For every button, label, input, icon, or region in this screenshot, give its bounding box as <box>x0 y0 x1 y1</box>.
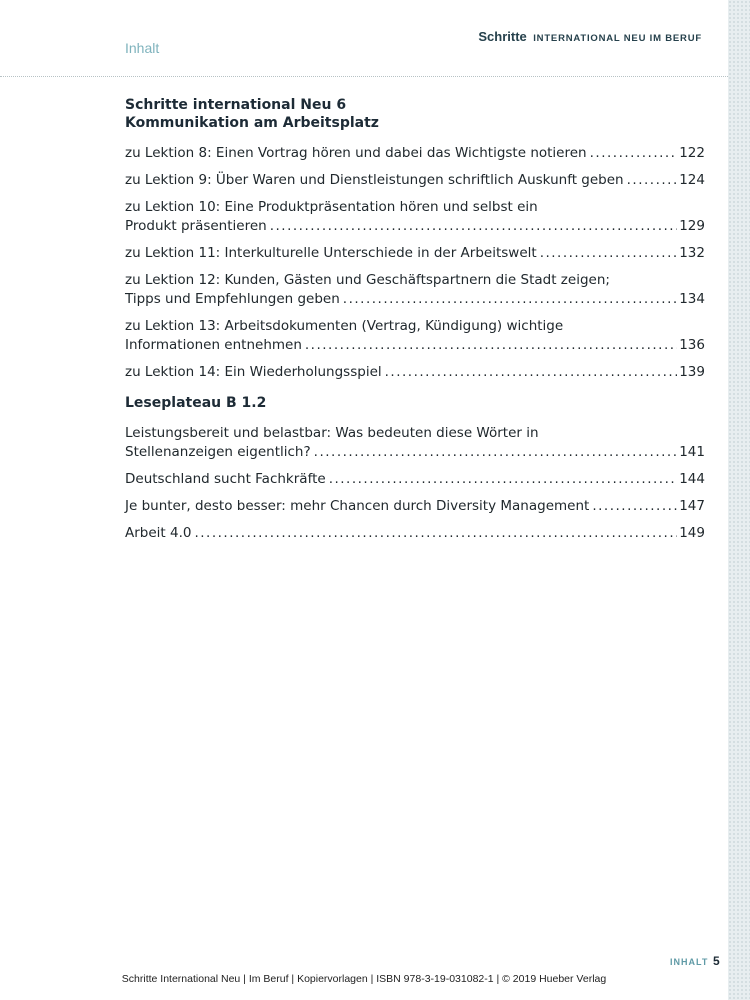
dot-leader <box>314 443 678 462</box>
toc-entry-text: zu Lektion 9: Über Waren und Dienstleistungen schriftlich Auskunft geben <box>125 172 624 188</box>
toc-entry[interactable] <box>125 198 705 236</box>
toc-entry-text: zu Lektion 12: Kunden, Gästen und Geschäftspartnern die Stadt zeigen; <box>125 272 610 288</box>
toc-entry[interactable] <box>125 144 705 163</box>
toc-list <box>125 144 705 382</box>
toc-entry-line <box>125 443 705 462</box>
footer-section-label: INHALT <box>670 957 709 967</box>
toc-entry[interactable] <box>125 524 705 543</box>
toc-entry-text: zu Lektion 13: Arbeitsdokumenten (Vertrag, Kündigung) wichtige <box>125 318 564 334</box>
dot-leader <box>540 244 678 263</box>
table-of-contents <box>125 96 705 551</box>
toc-entry[interactable] <box>125 244 705 263</box>
toc-entry-page: 144 <box>679 471 705 487</box>
toc-entry-text: Informationen entnehmen <box>125 337 302 353</box>
section-title: Schritte international Neu 6 <box>125 97 347 113</box>
toc-entry[interactable] <box>125 497 705 516</box>
toc-entry-text: Deutschland sucht Fachkräfte <box>125 471 326 487</box>
toc-entry-text: Stellenanzeigen eigentlich? <box>125 444 311 460</box>
dot-leader <box>343 290 677 309</box>
toc-entry-line <box>125 290 705 309</box>
toc-entry-text: Leistungsbereit und belastbar: Was bedeuten diese Wörter in <box>125 425 539 441</box>
footer-credit: Schritte International Neu | Im Beruf | Kopiervorlagen | ISBN 978-3-19-031082-1 | © 2019 Hueber Verlag <box>121 973 607 985</box>
toc-entry-text: Je bunter, desto besser: mehr Chancen durch Diversity Management <box>125 498 590 514</box>
toc-section <box>125 96 705 382</box>
toc-entry-line <box>125 171 705 190</box>
toc-entry-page: 147 <box>679 498 705 514</box>
section-title: Kommunikation am Arbeitsplatz <box>125 115 379 131</box>
toc-entry-text: Arbeit 4.0 <box>125 525 192 541</box>
section-title: Leseplateau B 1.2 <box>125 395 267 411</box>
toc-entry-text: zu Lektion 8: Einen Vortrag hören und dabei das Wichtigste notieren <box>125 145 587 161</box>
dot-leader <box>592 497 677 516</box>
toc-entry-line <box>125 244 705 263</box>
dot-leader <box>385 363 678 382</box>
toc-entry-page: 139 <box>679 364 705 380</box>
toc-entry-page: 141 <box>679 444 705 460</box>
toc-entry-page: 122 <box>679 145 705 161</box>
toc-entry[interactable] <box>125 363 705 382</box>
toc-entry-text: Tipps und Empfehlungen geben <box>125 291 340 307</box>
toc-entry-text: zu Lektion 11: Interkulturelle Unterschiede in der Arbeitswelt <box>125 245 537 261</box>
brand-logo <box>478 28 702 46</box>
toc-entry[interactable] <box>125 424 705 462</box>
dot-leader <box>270 217 678 236</box>
toc-section <box>125 394 705 543</box>
toc-entry-line <box>125 363 705 382</box>
dot-leader <box>305 336 677 355</box>
toc-entry-line <box>125 144 705 163</box>
toc-list <box>125 424 705 543</box>
toc-entry-page: 149 <box>679 525 705 541</box>
toc-entry[interactable] <box>125 271 705 309</box>
dot-leader <box>590 144 678 163</box>
dot-leader <box>627 171 678 190</box>
header-section-label: Inhalt <box>125 40 160 56</box>
toc-entry-line <box>125 497 705 516</box>
toc-entry-text: zu Lektion 14: Ein Wiederholungsspiel <box>125 364 382 380</box>
toc-entry-line <box>125 470 705 489</box>
dot-leader <box>329 470 678 489</box>
toc-entry-page: 132 <box>679 245 705 261</box>
toc-entry[interactable] <box>125 470 705 489</box>
toc-entry-line <box>125 217 705 236</box>
page-number: 5 <box>713 954 720 968</box>
toc-entry-page: 124 <box>679 172 705 188</box>
dot-leader <box>194 524 677 543</box>
toc-entry-text: zu Lektion 10: Eine Produktpräsentation hören und selbst ein <box>125 199 538 215</box>
brand-main: Schritte <box>478 29 527 44</box>
brand-sub: INTERNATIONAL NEU IM BERUF <box>533 33 702 44</box>
toc-entry-text: Produkt präsentieren <box>125 218 267 234</box>
toc-entry-line <box>125 524 705 543</box>
toc-entry-page: 136 <box>679 337 705 353</box>
toc-entry-page: 134 <box>679 291 705 307</box>
decorative-side-strip <box>728 0 750 1000</box>
toc-entry[interactable] <box>125 171 705 190</box>
toc-entry[interactable] <box>125 317 705 355</box>
toc-entry-line <box>125 336 705 355</box>
header-divider <box>0 76 728 77</box>
toc-entry-page: 129 <box>679 218 705 234</box>
